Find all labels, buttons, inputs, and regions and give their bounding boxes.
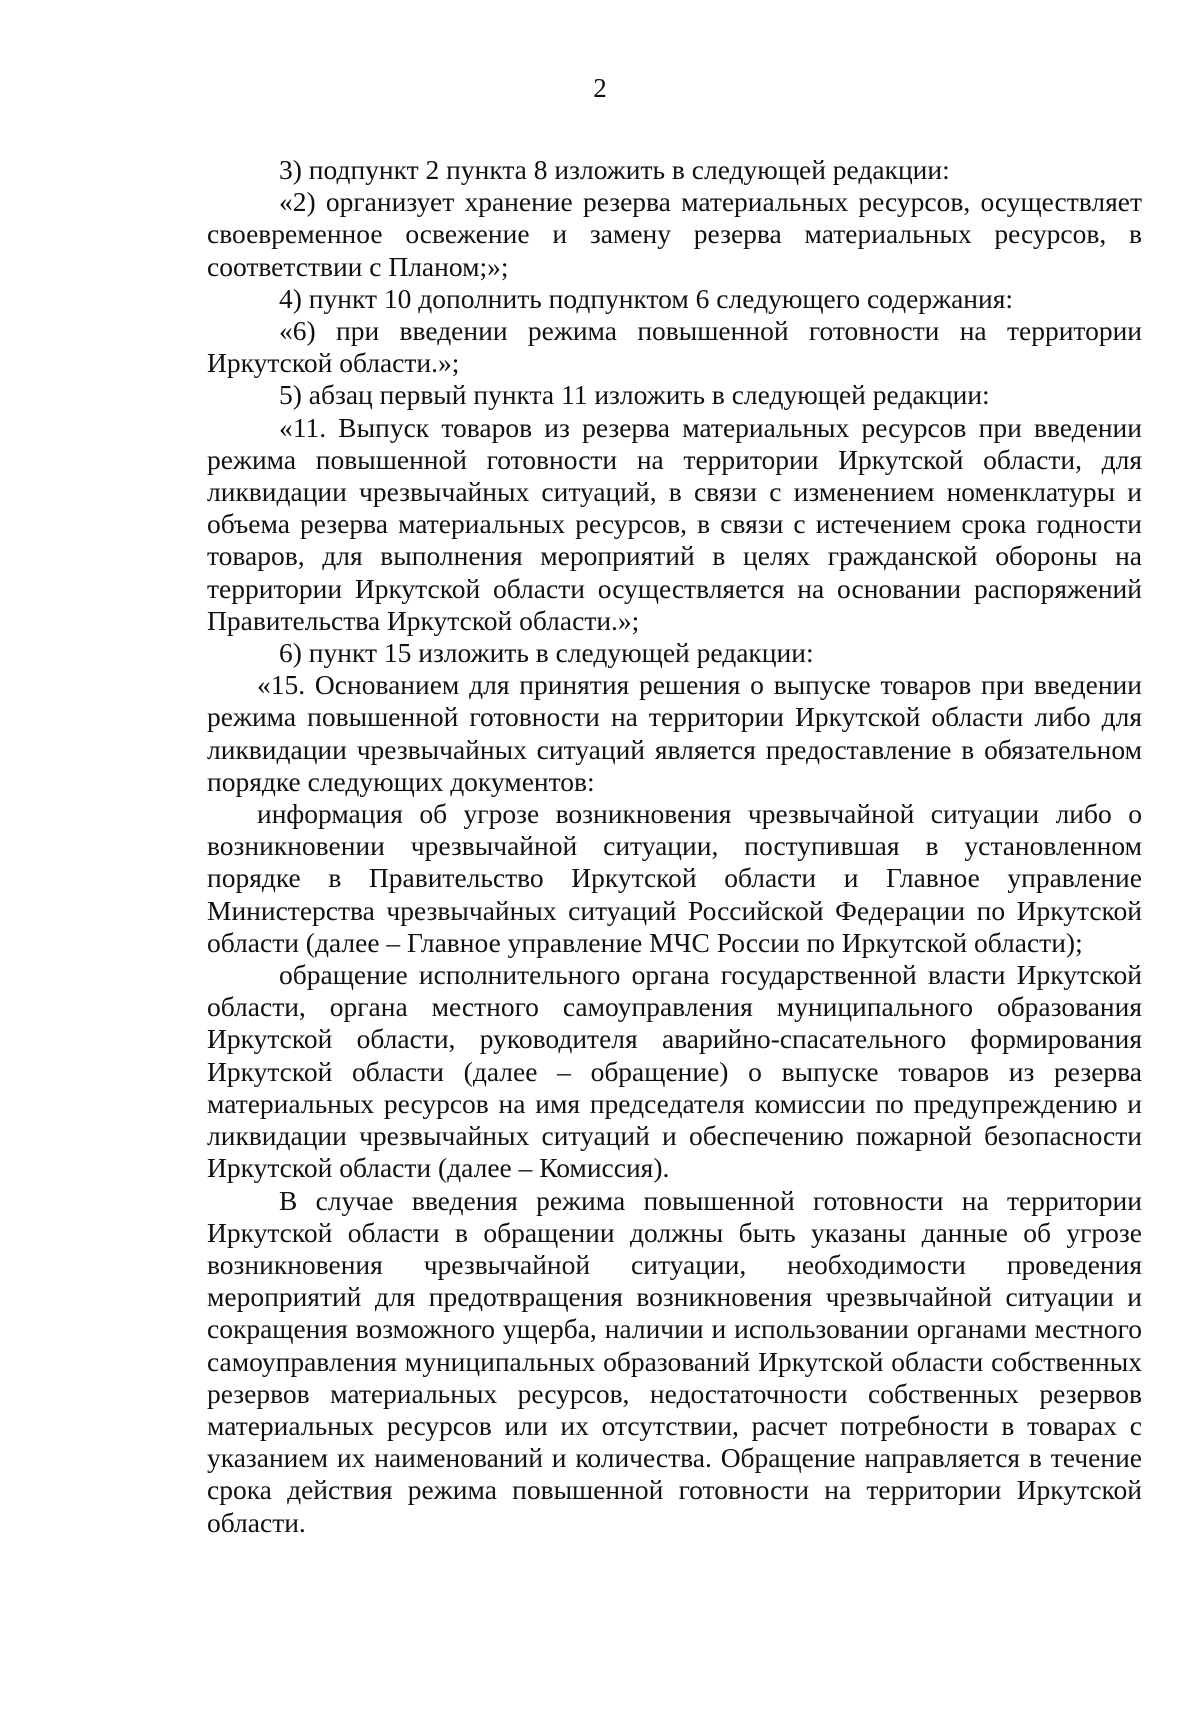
paragraph-subitem-6-quote: «6) при введении режима повышенной готовности на территории Иркутской области.»; — [207, 315, 1142, 379]
paragraph-item-5: 5) абзац первый пункта 11 изложить в следующей редакции: — [279, 379, 990, 411]
paragraph-point-15-quote: «15. Основанием для принятия решения о выпуске товаров при введении режима повышенной готовности на территории Иркутской области либо для ликвидации чрезвычайных ситуаций является предоставление в обязательном порядке следующих документов: — [207, 669, 1142, 797]
paragraph-point-11-quote: «11. Выпуск товаров из резерва материальных ресурсов при введении режима повышенной готовности на территории Иркутской области, для ликвидации чрезвычайных ситуаций, в связи с изменением номенклатуры и объема резерва материальных ресурсов, в связи с истечением срока годности товаров, для выполнения мероприятий в целях гражданской обороны на территории Иркутской области осуществляется на основании распоряжений Правительства Иркутской области.»; — [207, 411, 1142, 636]
paragraph-item-4: 4) пункт 10 дополнить подпунктом 6 следующего содержания: — [279, 282, 1014, 314]
paragraph-item-3: 3) подпункт 2 пункта 8 изложить в следующей редакции: — [279, 154, 950, 185]
paragraph-request: обращение исполнительного органа государственной власти Иркутской области, органа местного самоуправления муниципального образования Иркутской области, руководителя аварийно-спасательного формирования Иркутской области (далее – обращение) о выпуске товаров из резерва материальных ресурсов на имя председателя комиссии по предупреждению и ликвидации чрезвычайных ситуаций и обеспечению пожарной безопасности Иркутской области (далее – Комиссия). — [207, 959, 1142, 1184]
paragraph-subitem-2-quote: «2) организует хранение резерва материальных ресурсов, осуществляет своевременное освежение и замену резерва материальных ресурсов, в соответствии с Планом;»; — [207, 186, 1142, 282]
page-number: 2 — [593, 73, 607, 103]
paragraph-readiness-case: В случае введения режима повышенной готовности на территории Иркутской области в обращении должны быть указаны данные об угрозе возникновения чрезвычайной ситуации, необходимости проведения мероприятий для предотвращения возникновения чрезвычайной ситуации и сокращения возможного ущерба, наличии и использовании органами местного самоуправления муниципальных образований Иркутской области собственных резервов материальных ресурсов, недостаточности собственных резервов материальных ресурсов или их отсутствии, расчет потребности в товарах с указанием их наименований и количества. Обращение направляется в течение срока действия режима повышенной готовности на территории Иркутской области. — [207, 1184, 1142, 1538]
document-body — [207, 154, 1142, 1539]
paragraph-information: информация об угрозе возникновения чрезвычайной ситуации либо о возникновении чрезвычайной ситуации, поступившая в установленном порядке в Правительство Иркутской области и Главное управление Министерства чрезвычайных ситуаций Российской Федерации по Иркутской области (далее – Главное управление МЧС России по Иркутской области); — [207, 798, 1142, 958]
paragraph-item-6: 6) пункт 15 изложить в следующей редакции: — [279, 637, 814, 669]
